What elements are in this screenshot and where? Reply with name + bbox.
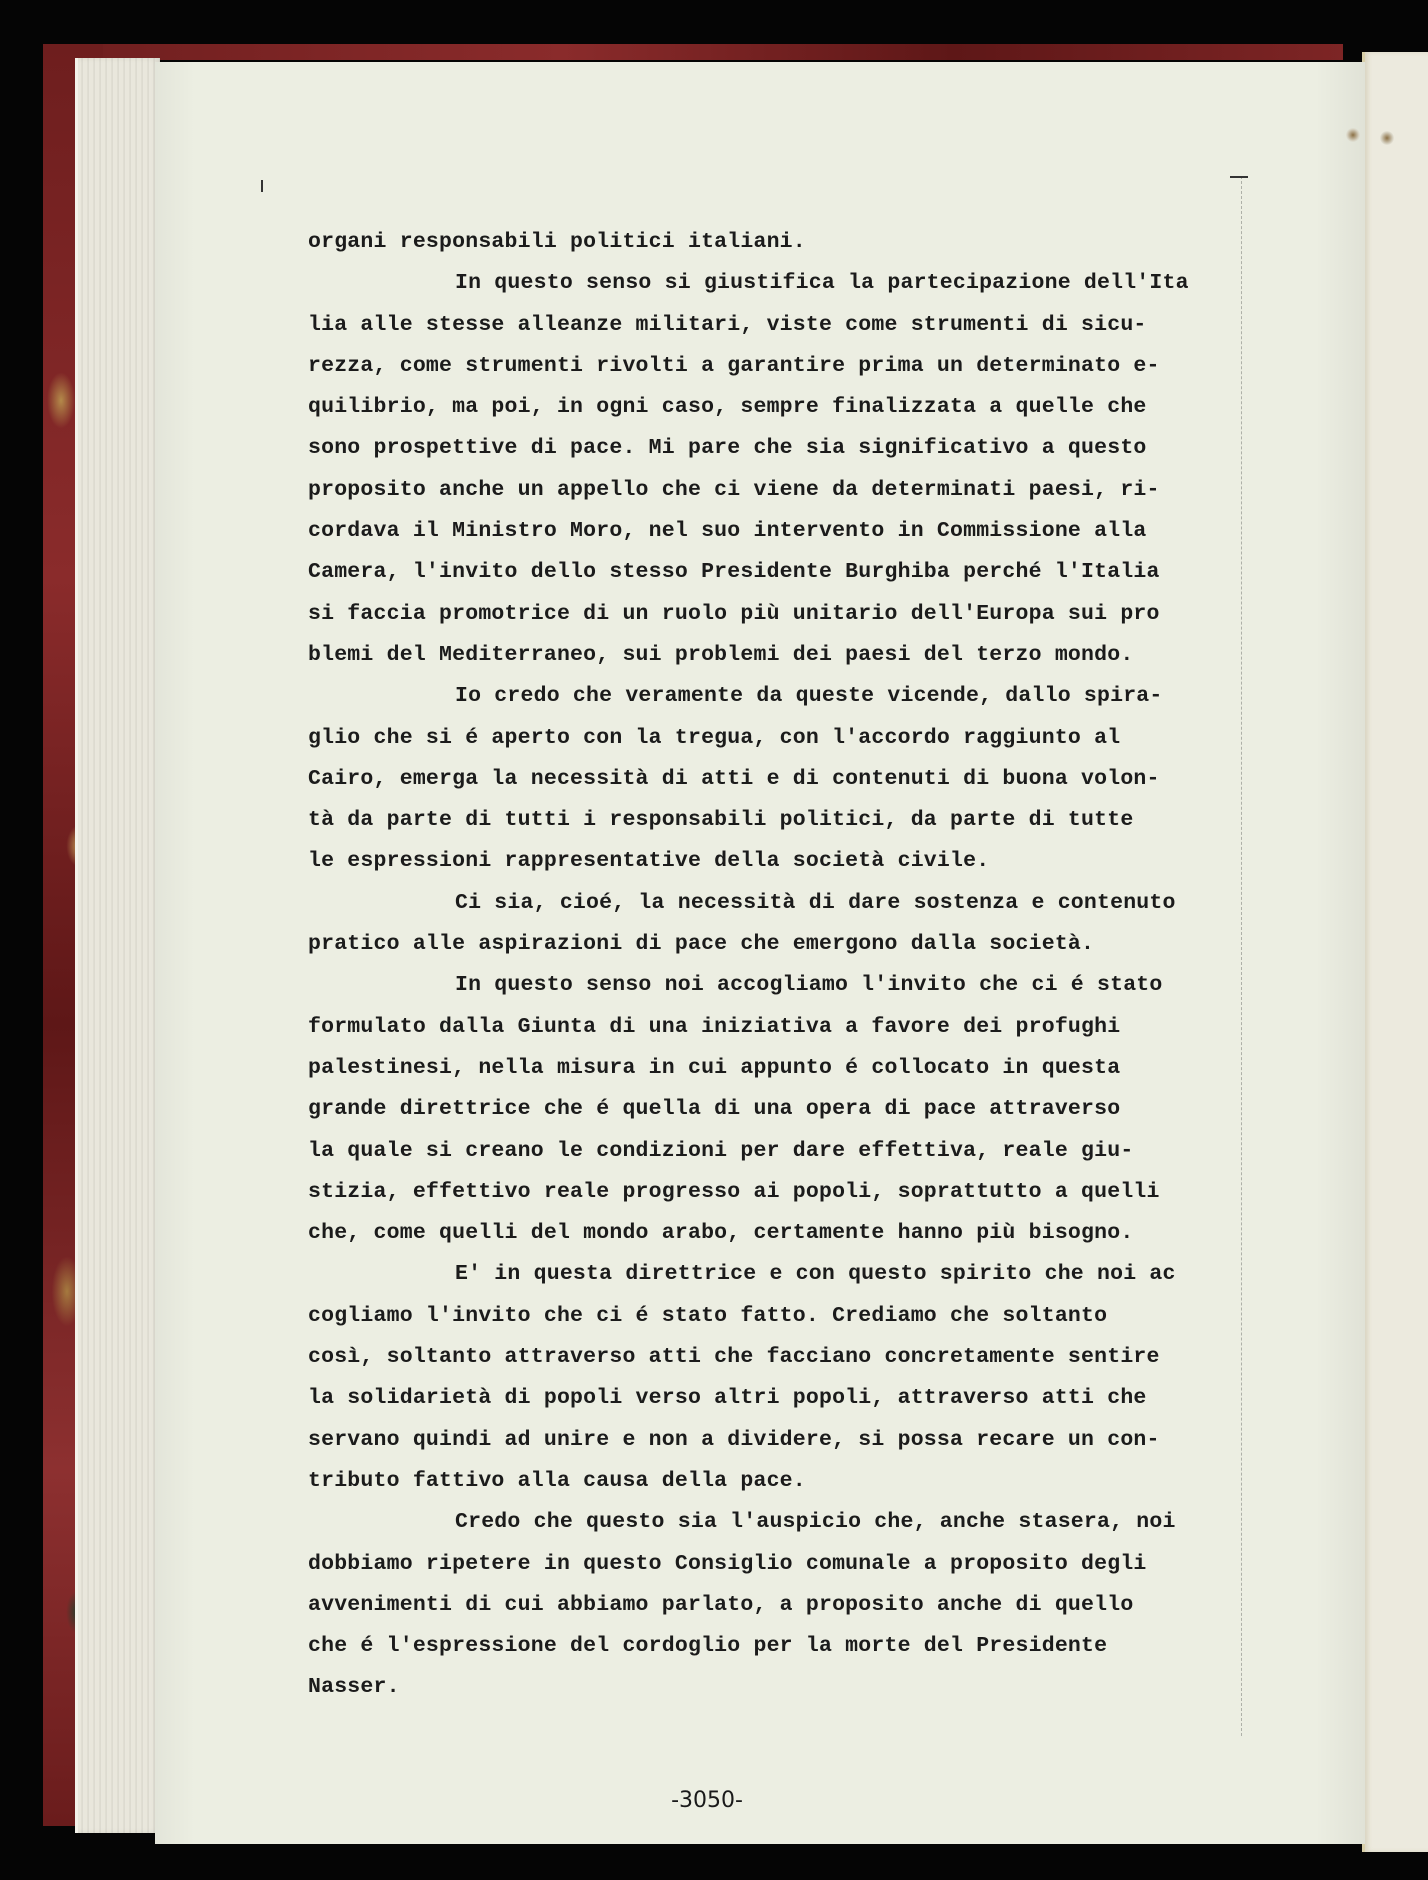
text-line: cogliamo l'invito che ci é stato fatto. Crediamo che soltanto xyxy=(308,1303,1108,1328)
binding-hole-icon xyxy=(1346,128,1360,142)
page-number-label: -3050- xyxy=(671,1788,743,1813)
text-line: che, come quelli del mondo arabo, certamente hanno più bisogno. xyxy=(308,1221,1134,1246)
text-line: stizia, effettivo reale progresso ai popoli, soprattutto a quelli xyxy=(308,1179,1160,1204)
text-line: così, soltanto attraverso atti che facciano concretamente sentire xyxy=(308,1345,1160,1370)
text-line: Cairo, emerga la necessità di atti e di contenuti di buona volon- xyxy=(308,766,1160,791)
text-line: tributo fattivo alla causa della pace. xyxy=(308,1468,806,1493)
binding-hole-icon xyxy=(1380,131,1394,145)
document-body xyxy=(308,222,1248,1709)
text-line: grande direttrice che é quella di una opera di pace attraverso xyxy=(308,1097,1121,1122)
text-line: Credo che questo sia l'auspicio che, anche stasera, noi xyxy=(455,1510,1176,1535)
page-stack-edge xyxy=(75,58,160,1833)
text-line: servano quindi ad unire e non a dividere, si possa recare un con- xyxy=(308,1427,1160,1452)
text-line: In questo senso noi accogliamo l'invito che ci é stato xyxy=(455,973,1163,998)
text-line: avvenimenti di cui abbiamo parlato, a proposito anche di quello xyxy=(308,1592,1134,1617)
text-line: cordava il Ministro Moro, nel suo intervento in Commissione alla xyxy=(308,519,1147,544)
text-line: tà da parte di tutti i responsabili politici, da parte di tutte xyxy=(308,808,1134,833)
text-line: formulato dalla Giunta di una iniziativa a favore dei profughi xyxy=(308,1014,1121,1039)
text-line: dobbiamo ripetere in questo Consiglio comunale a proposito degli xyxy=(308,1551,1147,1576)
text-line: Ci sia, cioé, la necessità di dare sostenza e contenuto xyxy=(455,890,1176,915)
text-line: Nasser. xyxy=(308,1675,400,1700)
text-line: proposito anche un appello che ci viene da determinati paesi, ri- xyxy=(308,477,1160,502)
book-cover-top-edge xyxy=(43,44,1343,60)
text-line: lia alle stesse alleanze militari, viste come strumenti di sicu- xyxy=(308,312,1147,337)
text-line: Camera, l'invito dello stesso Presidente Burghiba perché l'Italia xyxy=(308,560,1160,585)
text-line: quilibrio, ma poi, in ogni caso, sempre finalizzata a quelle che xyxy=(308,395,1147,420)
text-line: In questo senso si giustifica la partecipazione dell'Ita xyxy=(455,271,1189,296)
text-line: glio che si é aperto con la tregua, con l'accordo raggiunto al xyxy=(308,725,1121,750)
next-page-edge xyxy=(1362,52,1428,1852)
text-line: rezza, come strumenti rivolti a garantire prima un determinato e- xyxy=(308,353,1160,378)
text-line: Io credo che veramente da queste vicende, dallo spira- xyxy=(455,684,1163,709)
margin-mark xyxy=(1230,176,1248,178)
text-line: le espressioni rappresentative della società civile. xyxy=(308,849,990,874)
text-line: palestinesi, nella misura in cui appunto é collocato in questa xyxy=(308,1055,1121,1080)
text-line: blemi del Mediterraneo, sui problemi dei paesi del terzo mondo. xyxy=(308,642,1134,667)
text-line: la quale si creano le condizioni per dare effettiva, reale giu- xyxy=(308,1138,1134,1163)
margin-mark xyxy=(261,180,263,192)
page-number xyxy=(0,1788,1428,1813)
text-line: la solidarietà di popoli verso altri popoli, attraverso atti che xyxy=(308,1386,1147,1411)
text-line: sono prospettive di pace. Mi pare che sia significativo a questo xyxy=(308,436,1147,461)
text-line: organi responsabili politici italiani. xyxy=(308,230,806,254)
text-line: si faccia promotrice di un ruolo più unitario dell'Europa sui pro xyxy=(308,601,1160,626)
text-line: che é l'espressione del cordoglio per la morte del Presidente xyxy=(308,1634,1108,1659)
text-line: pratico alle aspirazioni di pace che emergono dalla società. xyxy=(308,932,1095,957)
text-line: E' in questa direttrice e con questo spirito che noi ac xyxy=(455,1262,1176,1287)
